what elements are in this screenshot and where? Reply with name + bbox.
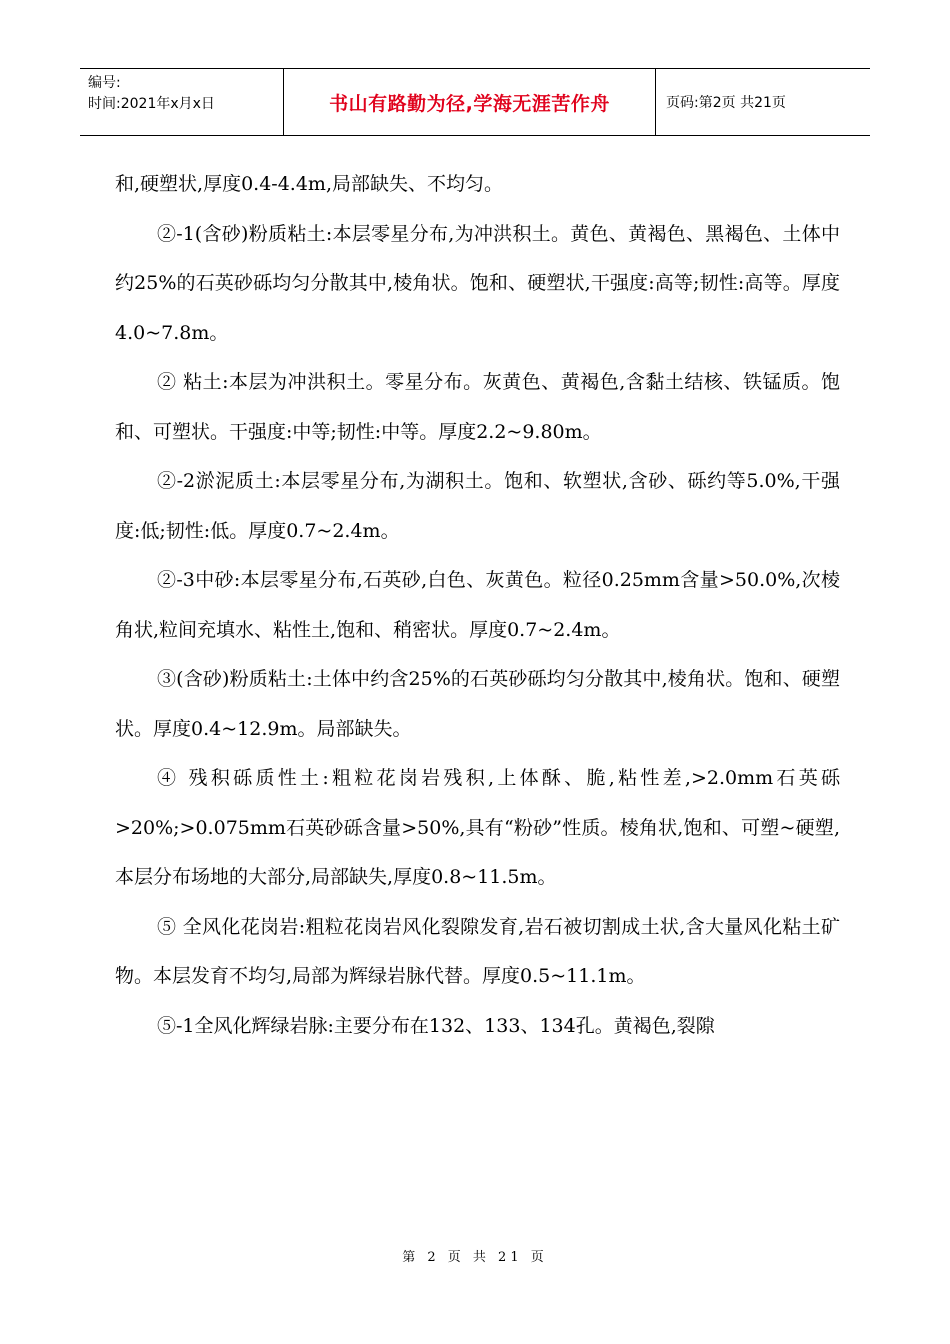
document-body: [115, 160, 840, 1051]
document-time-label: 时间:2021年x月x日: [88, 96, 215, 112]
paragraph: ③(含砂)粉质粘土:土体中约含25%的石英砂砾均匀分散其中,棱角状。饱和、硬塑状。厚度0.4~12.9m。局部缺失。: [115, 668, 840, 740]
paragraph: 和,硬塑状,厚度0.4-4.4m,局部缺失、不均匀。: [115, 173, 503, 195]
paragraph: ②-2淤泥质土:本层零星分布,为湖积土。饱和、软塑状,含砂、砾约等5.0%,干强度:低;韧性:低。厚度0.7~2.4m。: [115, 470, 840, 542]
paragraph: ⑤-1全风化辉绿岩脉:主要分布在132、133、134孔。黄褐色,裂隙: [157, 1014, 715, 1037]
paragraph: ⑤ 全风化花岗岩:粗粒花岗岩风化裂隙发育,岩石被切割成土状,含大量风化粘土矿物。本层发育不均匀,局部为辉绿岩脉代替。厚度0.5~11.1m。: [115, 915, 840, 987]
header-motto: 书山有路勤为径,学海无涯苦作舟: [283, 69, 656, 135]
paragraph: ② 粘土:本层为冲洪积土。零星分布。灰黄色、黄褐色,含黏土结核、铁锰质。饱和、可塑状。干强度:中等;韧性:中等。厚度2.2~9.80m。: [115, 371, 840, 443]
page-header: [80, 68, 870, 136]
paragraph: ②-3中砂:本层零星分布,石英砂,白色、灰黄色。粒径0.25mm含量>50.0%,次棱角状,粒间充填水、粘性土,饱和、稍密状。厚度0.7~2.4m。: [115, 569, 840, 641]
paragraph: ④ 残积砾质性土:粗粒花岗岩残积,上体酥、脆,粘性差,>2.0mm石英砾>20%;>0.075mm石英砂砾含量>50%,具有“粉砂”性质。棱角状,饱和、可塑~硬塑,本层分布场地的大部分,局部缺失,厚度0.8~11.5m。: [115, 767, 840, 888]
header-page-number: 页码:第2页 共21页: [666, 95, 786, 111]
paragraph: ②-1(含砂)粉质粘土:本层零星分布,为冲洪积土。黄色、黄褐色、黑褐色、土体中约25%的石英砂砾均匀分散其中,棱角状。饱和、硬塑状,干强度:高等;韧性:高等。厚度4.0~7.8m。: [115, 222, 840, 344]
document-number-label: 编号:: [88, 75, 121, 91]
header-meta-cell: [80, 69, 283, 135]
page-footer: 第 2 页 共 21 页: [402, 1250, 548, 1265]
